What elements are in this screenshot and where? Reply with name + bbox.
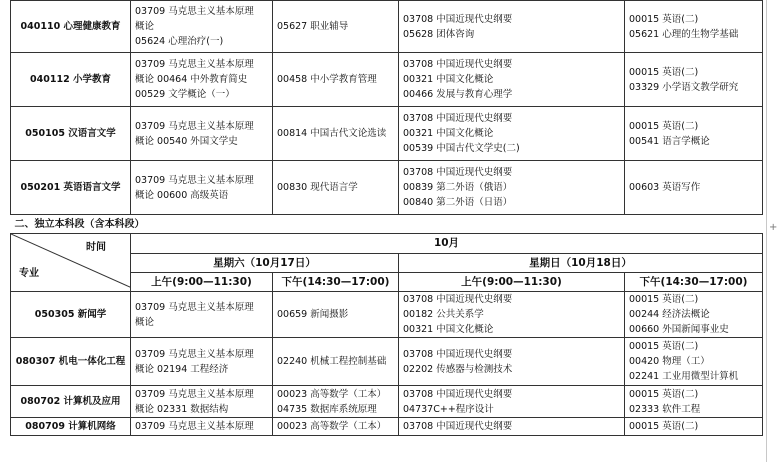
major-name-cell: 080307 机电一体化工程 [11, 338, 131, 386]
course-row [11, 338, 763, 386]
course-line: 概论 [135, 316, 155, 328]
major-name-cell: 050105 汉语言文学 [11, 107, 131, 161]
course-line: 00830 现代语言学 [277, 182, 358, 193]
course-line: 00015 英语(二) [629, 421, 699, 432]
course-cell [399, 1, 625, 53]
course-cell [131, 161, 273, 215]
course-cell [273, 292, 399, 338]
course-line: 00182 公共关系学 [403, 309, 484, 320]
course-cell [399, 418, 625, 436]
course-cell [399, 386, 625, 418]
saturday-header: 星期六（10月17日） [131, 254, 399, 273]
course-line: 概论 00600 高级英语 [135, 189, 229, 201]
course-line: 00015 英语(二) [629, 294, 699, 305]
diagonal-header-cell [11, 234, 131, 292]
course-line: 00659 新闻摄影 [277, 309, 349, 320]
course-line: 00023 高等数学（工本） [277, 388, 387, 400]
course-cell [273, 107, 399, 161]
course-line: 00015 英语(二) [629, 13, 699, 25]
time-label: 时间 [86, 242, 106, 253]
course-line: 00529 文学概论（一） [135, 89, 235, 100]
course-cell [273, 418, 399, 436]
course-cell [131, 53, 273, 107]
course-line: 00015 英语(二) [629, 341, 699, 352]
course-line: 00321 中国文化概论 [403, 128, 494, 139]
course-line: 概论 00464 中外教育简史 [135, 74, 248, 85]
course-line: 00023 高等数学（工本） [277, 421, 387, 432]
course-row [11, 292, 763, 338]
course-line: 00015 英语(二) [629, 66, 699, 78]
sat-morning-header: 上午(9:00—11:30) [131, 273, 273, 292]
course-line: 03708 中国近现代史纲要 [403, 59, 513, 70]
sun-afternoon-header: 下午(14:30—17:00) [625, 273, 763, 292]
course-cell [625, 1, 763, 53]
diagonal-line [11, 234, 131, 292]
course-line: 03709 马克思主义基本原理 [135, 6, 254, 17]
course-line: 02241 工业用微型计算机 [629, 371, 739, 382]
exam-schedule-table [10, 0, 763, 436]
month-header: 10月 [131, 234, 763, 254]
page-edge-divider [766, 0, 767, 462]
course-line: 00539 中国古代文学史(二) [403, 143, 520, 154]
course-cell [131, 292, 273, 338]
course-row [11, 418, 763, 436]
course-line: 00541 语言学概论 [629, 135, 710, 147]
course-cell [131, 386, 273, 418]
course-line: 03709 马克思主义基本原理 [135, 174, 254, 186]
course-cell [625, 161, 763, 215]
course-cell [131, 1, 273, 53]
course-line: 05627 职业辅导 [277, 21, 349, 32]
major-name-cell: 080709 计算机网络 [11, 418, 131, 436]
course-line: 00840 第二外语（日语） [403, 197, 513, 208]
course-cell [273, 1, 399, 53]
course-line: 00466 发展与教育心理学 [403, 89, 513, 100]
exam-schedule-sheet [10, 0, 762, 436]
course-row [11, 53, 763, 107]
course-cell [131, 107, 273, 161]
major-name-cell: 040112 小学教育 [11, 53, 131, 107]
course-row [11, 161, 763, 215]
major-name-cell: 050305 新闻学 [11, 292, 131, 338]
page-edge-mark: + [769, 222, 778, 233]
course-cell [273, 338, 399, 386]
course-line: 00015 英语(二) [629, 388, 699, 400]
course-cell [625, 107, 763, 161]
course-line: 04737C++程序设计 [403, 403, 494, 415]
course-line: 03709 马克思主义基本原理 [135, 388, 254, 400]
course-line: 03709 马克思主义基本原理 [135, 120, 254, 132]
course-line: 05624 心理治疗(一) [135, 36, 224, 47]
course-line: 02202 传感器与检测技术 [403, 363, 513, 375]
course-line: 00015 英语(二) [629, 120, 699, 132]
course-cell [273, 53, 399, 107]
course-line: 04735 数据库系统原理 [277, 403, 377, 415]
course-line: 03709 马克思主义基本原理 [135, 348, 254, 360]
course-line: 03708 中国近现代史纲要 [403, 421, 513, 432]
course-row [11, 386, 763, 418]
course-line: 03709 马克思主义基本原理 [135, 59, 254, 70]
course-cell [399, 292, 625, 338]
course-cell [625, 53, 763, 107]
course-line: 00603 英语写作 [629, 182, 701, 193]
course-line: 03329 小学语文教学研究 [629, 81, 739, 93]
course-cell [399, 107, 625, 161]
schedule-header [11, 234, 763, 292]
course-line: 00660 外国新闻事业史 [629, 324, 729, 335]
course-cell [399, 161, 625, 215]
major-name-cell: 050201 英语语言文学 [11, 161, 131, 215]
course-cell [131, 418, 273, 436]
course-line: 概论 02331 数据结构 [135, 403, 229, 415]
major-name-cell: 080702 计算机及应用 [11, 386, 131, 418]
section-heading-group [11, 215, 763, 234]
major-name-cell: 040110 心理健康教育 [11, 1, 131, 53]
course-row [11, 107, 763, 161]
course-line: 概论 00540 外国文学史 [135, 135, 238, 147]
course-line: 03709 马克思主义基本原理 [135, 301, 254, 313]
course-cell [625, 418, 763, 436]
course-cell [625, 386, 763, 418]
course-line: 概论 [135, 21, 155, 32]
course-line: 03709 马克思主义基本原理 [135, 421, 254, 432]
course-line: 05628 团体咨询 [403, 28, 475, 40]
course-line: 03708 中国近现代史纲要 [403, 167, 513, 178]
course-line: 03708 中国近现代史纲要 [403, 388, 513, 400]
course-line: 00814 中国古代文论选读 [277, 128, 387, 139]
sat-afternoon-header: 下午(14:30—17:00) [273, 273, 399, 292]
major-label: 专业 [19, 268, 39, 279]
course-line: 02333 软件工程 [629, 403, 701, 415]
section-row [11, 215, 763, 234]
sunday-header: 星期日（10月18日） [399, 254, 763, 273]
bachelor-course-rows [11, 292, 763, 436]
course-cell [399, 53, 625, 107]
course-line: 00420 物理（工） [629, 356, 710, 367]
course-line: 03708 中国近现代史纲要 [403, 113, 513, 124]
course-line: 03708 中国近现代史纲要 [403, 13, 513, 25]
course-cell [625, 338, 763, 386]
course-line: 00321 中国文化概论 [403, 324, 494, 335]
course-cell [273, 161, 399, 215]
course-line: 02240 机械工程控制基础 [277, 356, 387, 367]
course-line: 00321 中国文化概论 [403, 74, 494, 85]
course-line: 05621 心理的生物学基础 [629, 28, 739, 40]
undergrad-course-rows [11, 1, 763, 215]
course-line: 03708 中国近现代史纲要 [403, 294, 513, 305]
course-cell [273, 386, 399, 418]
course-line: 00839 第二外语（俄语） [403, 182, 513, 193]
course-cell [399, 338, 625, 386]
course-row [11, 1, 763, 53]
section-title: 二、独立本科段（含本科段） [11, 215, 763, 234]
sun-morning-header: 上午(9:00—11:30) [399, 273, 625, 292]
course-line: 00244 经济法概论 [629, 309, 710, 320]
course-cell [131, 338, 273, 386]
course-cell [625, 292, 763, 338]
course-line: 00458 中小学教育管理 [277, 74, 377, 85]
course-line: 概论 02194 工程经济 [135, 363, 229, 375]
course-line: 03708 中国近现代史纲要 [403, 348, 513, 360]
